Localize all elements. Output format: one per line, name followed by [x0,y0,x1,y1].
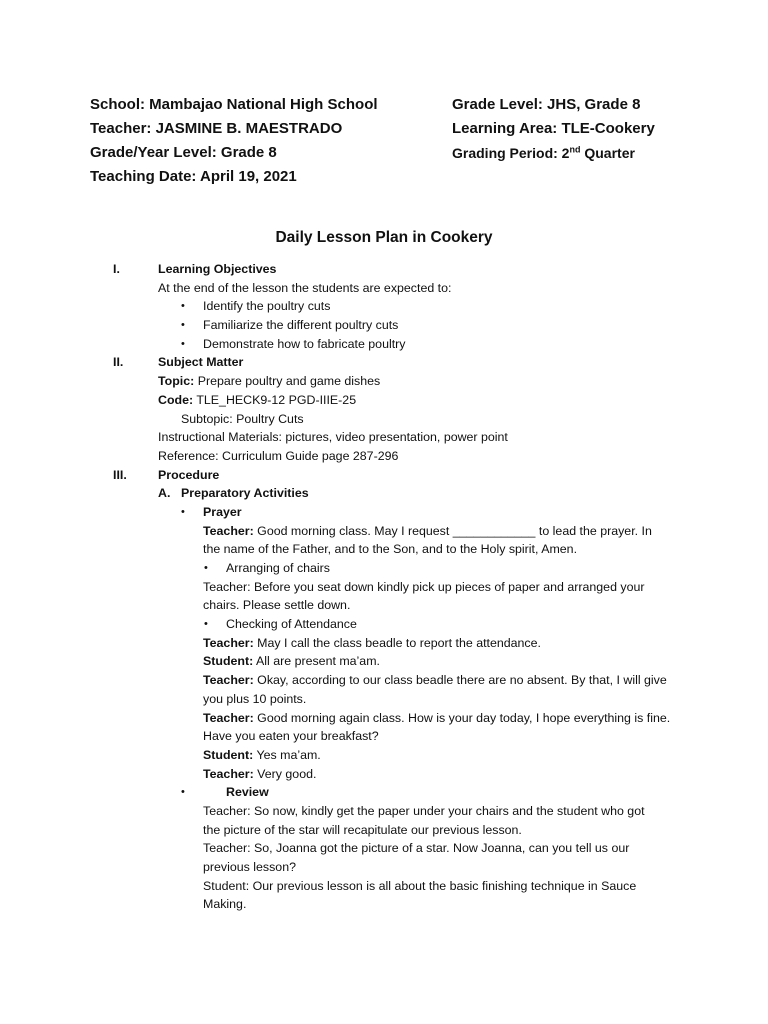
review-line [0,895,768,914]
code [158,391,356,410]
grading-superscript: nd [569,144,581,155]
materials-row [0,428,768,447]
dialogue-text: the name of the Father, and to the Son, and to the Holy spirit, Amen. [203,542,578,557]
attendance-heading-row [0,615,768,634]
code-row [0,391,768,410]
section-2-heading-row [0,353,768,372]
section-3-number: III. [113,467,127,482]
speaker-label: Teacher: [203,766,254,781]
speaker-label: Teacher: [203,710,254,725]
dialogue-text: Good morning class. May I request ____________ to lead the prayer. In [253,523,652,538]
bullet-icon: • [181,786,185,799]
subsection-a-heading: Preparatory Activities [181,486,309,501]
review-heading: Review [226,785,269,800]
grade-year-level: Grade/Year Level: Grade 8 [90,144,277,161]
prayer-text [203,522,652,541]
document-title: Daily Lesson Plan in Cookery [275,229,493,246]
dialogue-text: you plus 10 points. [203,691,307,706]
bullet-icon: • [181,319,185,332]
subtopic: Subtopic: Poultry Cuts [181,411,304,426]
reference-row [0,447,768,466]
dialogue-text [203,765,316,784]
dialogue-text: Good morning again class. How is your day today, I hope everything is fine. [253,710,671,725]
dialogue-text: chairs. Please settle down. [203,598,351,613]
topic-row [0,372,768,391]
section-1-heading-row [0,260,768,279]
dialogue-text: Teacher: So now, kindly get the paper under your chairs and the student who got [203,803,645,818]
arranging-line [0,578,768,597]
objective-text: Familiarize the different poultry cuts [203,318,399,333]
teacher-name: Teacher: JASMINE B. MAESTRADO [90,120,343,137]
arranging-heading: Arranging of chairs [226,561,330,575]
code-value: TLE_HECK9-12 PGD-IIIE-25 [193,392,357,407]
dialogue-text [203,652,380,671]
topic-label: Topic: [158,374,195,389]
topic-value: Prepare poultry and game dishes [194,374,381,389]
speaker-label: Teacher: [203,673,254,688]
header-left-block [90,93,430,189]
arranging-heading-row [0,559,768,578]
dialogue-text: Yes ma’am. [253,747,321,762]
bullet-icon: • [181,505,185,518]
school-name: School: Mambajao National High School [90,96,378,113]
dialogue-text [203,746,321,765]
dialogue-line [0,765,768,784]
objective-text: Identify the poultry cuts [203,299,331,314]
prayer-heading: Prayer [203,504,242,519]
grading-period [452,141,752,165]
dialogue-text: Okay, according to our class beadle there are no absent. By that, I will give [253,673,667,688]
dialogue-text: May I call the class beadle to report the attendance. [253,635,541,650]
objectives-intro: At the end of the lesson the students are expected to: [158,280,452,295]
dialogue-text [203,634,541,653]
topic [158,372,380,391]
speaker-label: Student: [203,654,254,669]
section-1-number: I. [113,262,120,276]
section-2-number: II. [113,355,124,370]
header-right-block [452,93,752,165]
dialogue-text: Teacher: Before you seat down kindly pick up pieces of paper and arranged your [203,579,645,594]
section-2-heading: Subject Matter [158,355,244,370]
learning-area: Learning Area: TLE-Cookery [452,120,655,137]
bullet-icon: • [204,562,208,574]
dialogue-text: Have you eaten your breakfast? [203,729,379,744]
section-1-heading: Learning Objectives [158,262,277,276]
review-line [0,802,768,821]
objective-item [0,297,768,316]
speaker-label: Teacher: [203,523,254,538]
objective-item [0,335,768,354]
instructional-materials: Instructional Materials: pictures, video presentation, power point [158,430,508,445]
dialogue-line [0,690,768,709]
code-label: Code: [158,392,194,407]
section-3-heading-row [0,466,768,485]
speaker-label: Teacher: [203,635,254,650]
dialogue-line [0,652,768,671]
review-line [0,821,768,840]
bullet-icon: • [181,300,185,313]
dialogue-text: Making. [203,897,247,912]
dialogue-text: Very good. [253,766,317,781]
dialogue-line [0,727,768,746]
lesson-body [0,260,768,914]
dialogue-line [0,671,768,690]
dialogue-text [203,671,667,690]
attendance-heading: Checking of Attendance [226,617,357,632]
bullet-icon: • [181,337,185,350]
reference: Reference: Curriculum Guide page 287-296 [158,448,399,463]
section-3-heading: Procedure [158,467,220,482]
review-line [0,839,768,858]
prayer-line [0,522,768,541]
dialogue-text: All are present ma’am. [253,654,380,669]
objectives-intro-row [0,279,768,298]
objective-text: Demonstrate how to fabricate poultry [203,336,406,351]
teaching-date: Teaching Date: April 19, 2021 [90,168,297,185]
grade-level: Grade Level: JHS, Grade 8 [452,96,641,113]
dialogue-text: Student: Our previous lesson is all about the basic finishing technique in Sauce [203,878,637,893]
speaker-label: Student: [203,747,254,762]
prayer-line [0,540,768,559]
grading-prefix: Grading Period: 2 [452,145,570,161]
dialogue-line [0,634,768,653]
bullet-icon: • [204,618,208,631]
review-heading-row [0,783,768,802]
subtopic-row [0,410,768,429]
review-line [0,877,768,896]
prayer-heading-row [0,503,768,522]
dialogue-text [203,709,670,728]
arranging-line [0,596,768,615]
dialogue-line [0,746,768,765]
grading-suffix: Quarter [580,145,635,161]
dialogue-line [0,709,768,728]
subsection-a-row [0,484,768,503]
dialogue-text: Teacher: So, Joanna got the picture of a star. Now Joanna, can you tell us our [203,841,630,856]
objective-item [0,316,768,335]
review-line [0,858,768,877]
dialogue-text: previous lesson? [203,860,296,874]
dialogue-text: the picture of the star will recapitulate our previous lesson. [203,822,522,837]
subsection-a-letter: A. [158,486,171,501]
